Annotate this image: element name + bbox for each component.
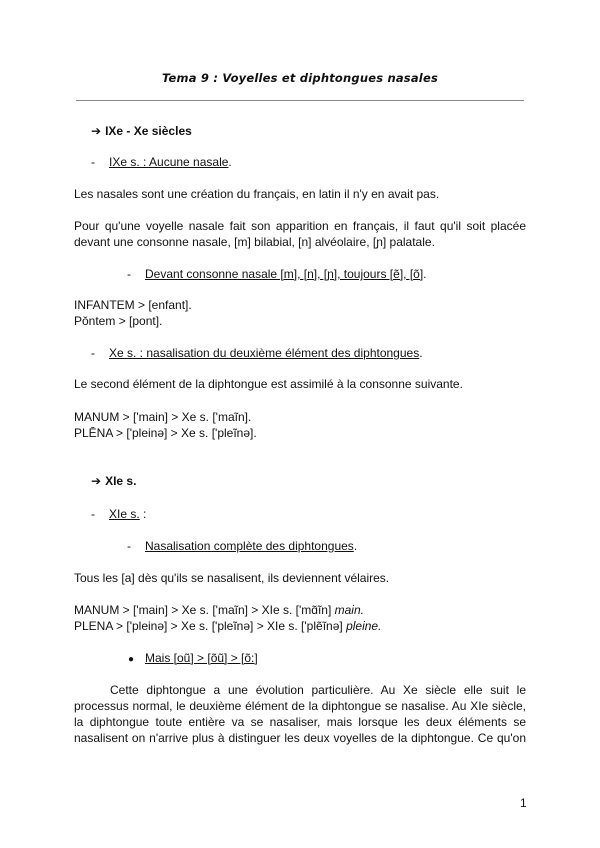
arrow-icon: ➔ bbox=[91, 124, 102, 138]
page-number: 1 bbox=[520, 796, 527, 810]
dash-marker: - bbox=[91, 507, 95, 521]
example-gloss: pleine. bbox=[346, 619, 382, 633]
list-item-tail: : bbox=[139, 507, 147, 521]
dash-marker: - bbox=[127, 539, 131, 553]
list-item-text: IXe s. : Aucune nasale bbox=[109, 155, 229, 169]
section-heading-ixe-xe bbox=[91, 124, 192, 139]
sub-item-text: Nasalisation complète des diphtongues bbox=[145, 539, 354, 553]
section-heading-xie bbox=[91, 474, 136, 489]
paragraph-line-4: nasalisent on n'arrive plus à distinguer les deux voyelles de la diphtongue. Ce qu'on bbox=[74, 731, 526, 745]
list-item-xie bbox=[91, 507, 146, 522]
sub-item-tail: . bbox=[353, 539, 358, 553]
dash-marker: - bbox=[91, 346, 95, 360]
list-item-text: Xe s. : nasalisation du deuxième élément des diphtongues bbox=[109, 346, 420, 360]
list-item-xe bbox=[91, 346, 423, 361]
example-gloss: main. bbox=[334, 603, 364, 617]
arrow-icon: ➔ bbox=[91, 474, 102, 488]
sub-item-devant-consonne bbox=[127, 267, 427, 282]
dash-marker: - bbox=[91, 155, 95, 169]
sub-item-text: Devant consonne nasale [m], [n], [ɲ], toujours [ẽ], [õ] bbox=[145, 267, 424, 281]
example-plena-xie bbox=[74, 619, 381, 634]
section-heading-text: XIe s. bbox=[105, 474, 137, 488]
paragraph-tous-les-a: Tous les [a] dès qu'ils se nasalisent, ils deviennent vélaires. bbox=[74, 571, 390, 585]
example-plena: PLĒNA > ['pleinə] > Xe s. ['pleĩnə]. bbox=[74, 426, 257, 440]
example-manum: MANUM > ['main] > Xe s. ['maĩn]. bbox=[74, 410, 252, 424]
paragraph-line-2: processus normal, le deuxième élément de la diphtongue se nasalise. Au XIe siècle, bbox=[74, 699, 526, 713]
bullet-item-mais bbox=[128, 651, 258, 667]
section-heading-text: IXe - Xe siècles bbox=[105, 124, 192, 138]
example-text: MANUM > ['main] > Xe s. ['maĩn] > XIe s. ['mɑ̃ĩn] bbox=[74, 603, 332, 617]
example-text: PLENA > ['pleinə] > Xe s. ['pleĩnə] > XIe s. ['plẽĩnə] bbox=[74, 619, 343, 633]
dash-marker: - bbox=[127, 267, 131, 281]
title-rule bbox=[76, 100, 524, 101]
list-item-tail: . bbox=[419, 346, 423, 360]
paragraph-line-1: Cette diphtongue a une évolution particulière. Au Xe siècle elle suit le bbox=[110, 683, 526, 697]
example-pontem: Pŏntem > [pont]. bbox=[74, 314, 163, 328]
page-title: Tema 9 : Voyelles et diphtongues nasales bbox=[162, 71, 438, 85]
paragraph-nasales: Les nasales sont une création du français, en latin il n'y en avait pas. bbox=[74, 187, 440, 201]
sub-item-tail: . bbox=[423, 267, 427, 281]
sub-item-nasalisation bbox=[127, 539, 357, 554]
list-item-ixe bbox=[91, 155, 232, 170]
example-infantem: INFANTEM > [enfant]. bbox=[74, 298, 192, 312]
bullet-icon: ● bbox=[128, 654, 135, 665]
paragraph-voyelle-nasale-line1: Pour qu'une voyelle nasale fait son apparition en français, il faut qu'il soit placée bbox=[74, 219, 526, 233]
list-item-tail: . bbox=[228, 155, 232, 169]
bullet-item-text: Mais [oũ] > [õũ] > [õ:] bbox=[145, 651, 258, 665]
paragraph-line-3: la diphtongue toute entière va se nasaliser, mais lorsque les deux éléments se bbox=[74, 715, 526, 729]
list-item-text: XIe s. bbox=[109, 507, 140, 521]
paragraph-voyelle-nasale-line2: devant une consonne nasale, [m] bilabial, [n] alvéolaire, [ɲ] palatale. bbox=[74, 235, 435, 249]
example-manum-xie bbox=[74, 603, 364, 618]
paragraph-second-element: Le second élément de la diphtongue est assimilé à la consonne suivante. bbox=[74, 377, 463, 391]
